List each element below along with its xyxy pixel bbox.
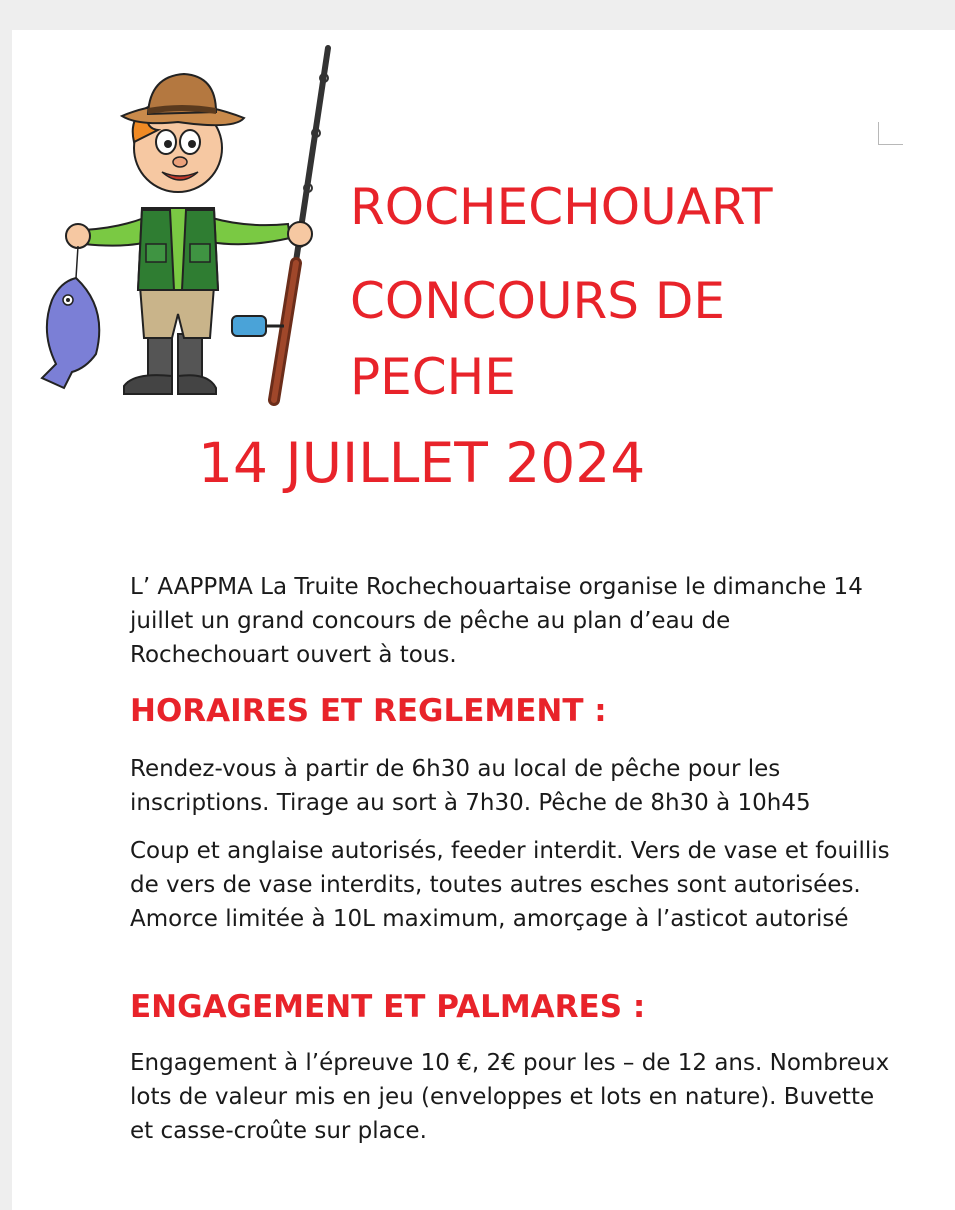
document-page [12, 30, 955, 1210]
title-line-2: CONCOURS DE [350, 272, 725, 330]
horaires-paragraph-2: Coup et anglaise autorisés, feeder interdit. Vers de vase et fouillis de vers de vase interdits, toutes autres esches sont autorisées. Amorce limitée à 10L maximum, amorçage à l’asticot autorisé [130, 838, 890, 932]
fisherman-cartoon-icon [38, 38, 358, 410]
title-line-1: ROCHECHOUART [350, 178, 773, 236]
fish-icon [42, 246, 99, 388]
engagement-heading: ENGAGEMENT ET PALMARES : [130, 989, 646, 1025]
corner-mark-icon [878, 122, 903, 145]
title-line-3: PECHE [350, 348, 516, 406]
event-date: 14 JUILLET 2024 [198, 431, 646, 495]
intro-paragraph: L’ AAPPMA La Truite Rochechouartaise organise le dimanche 14 juillet un grand concours de pêche au plan d’eau de Rochechouart ouvert à tous. [130, 574, 863, 668]
horaires-heading: HORAIRES ET REGLEMENT : [130, 693, 607, 729]
engagement-paragraph: Engagement à l’épreuve 10 €, 2€ pour les – de 12 ans. Nombreux lots de valeur mis en jeu (enveloppes et lots en nature). Buvette et casse-croûte sur place. [130, 1050, 890, 1144]
horaires-paragraph-1: Rendez-vous à partir de 6h30 au local de pêche pour les inscriptions. Tirage au sort à 7h30. Pêche de 8h30 à 10h45 [130, 756, 811, 816]
